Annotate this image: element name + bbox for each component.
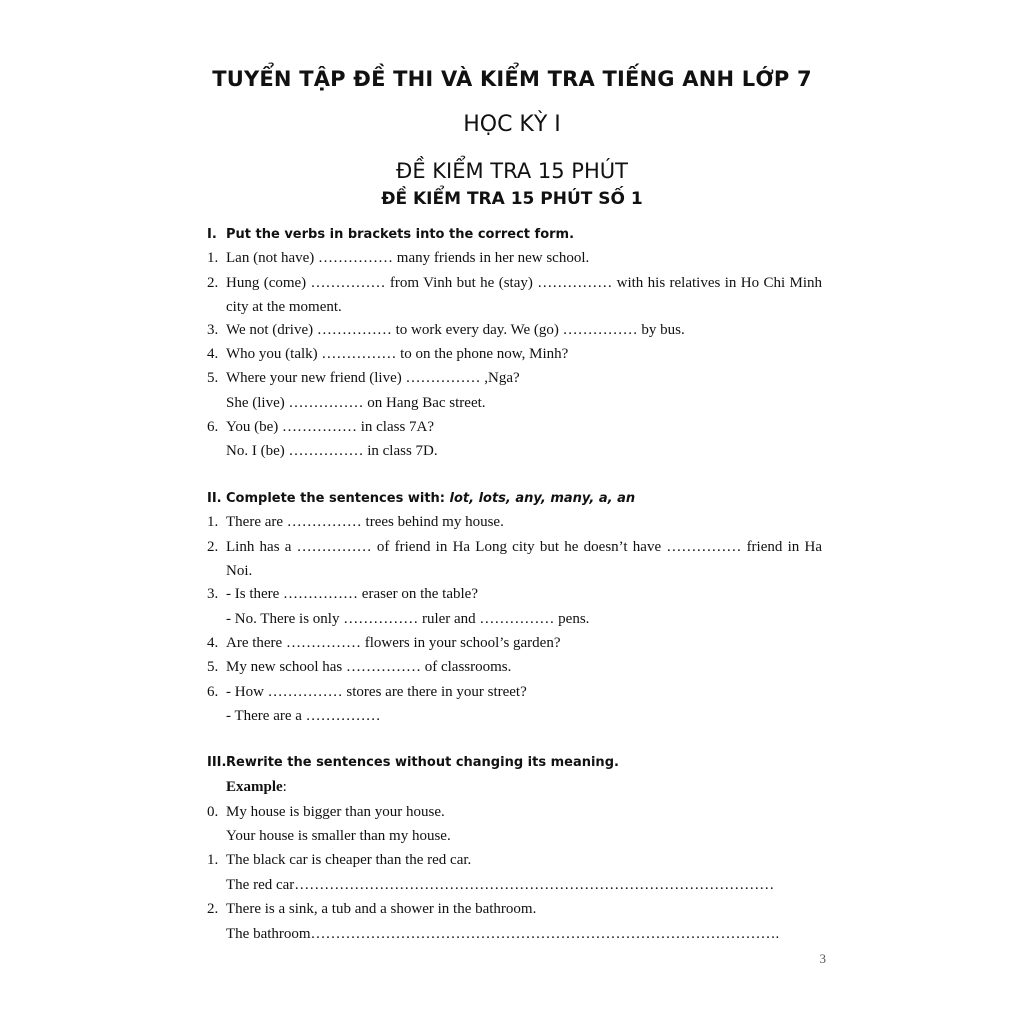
item-number: 1.	[207, 250, 219, 266]
item-text: The black car is cheaper than the red car.	[226, 852, 472, 868]
item-text: Are there …………… flowers in your school’s garden?	[226, 635, 561, 651]
item-text: - How …………… stores are there in your street?	[226, 684, 527, 700]
section-2-item-6-answer: - There are a ……………	[226, 708, 381, 724]
section-2-heading	[207, 489, 635, 509]
item-number: 6.	[207, 684, 219, 700]
section-2-number: II.	[207, 491, 222, 506]
item-text: There are …………… trees behind my house.	[226, 514, 504, 530]
section-2-item-4	[207, 631, 822, 655]
item-text: Where your new friend (live) …………… ,Nga?	[226, 370, 520, 386]
item-number: 1.	[207, 852, 219, 868]
section-2-instruction: Complete the sentences with:	[226, 491, 450, 506]
section-1-item-5	[207, 366, 822, 390]
section-3-item-0-answer: Your house is smaller than my house.	[226, 828, 451, 844]
section-1-instruction: Put the verbs in brackets into the correct form.	[226, 227, 575, 242]
item-number: 0.	[207, 804, 219, 820]
section-2-word-list: lot, lots, any, many, a, an	[449, 491, 636, 506]
item-number: 2.	[207, 539, 219, 555]
section-2-item-3	[207, 582, 822, 606]
section-3-item-1	[207, 848, 822, 872]
test-number-heading: ĐỀ KIỂM TRA 15 PHÚT SỐ 1	[381, 189, 643, 209]
example-label-text: Example	[226, 779, 283, 795]
section-3-item-2-answer-line: The bathroom………………………………………………………………………………….	[226, 926, 780, 942]
section-1-item-3	[207, 318, 822, 342]
item-number: 5.	[207, 659, 219, 675]
page-number: 3	[819, 951, 826, 966]
section-2-item-3-answer: - No. There is only …………… ruler and …………… pens.	[226, 611, 590, 627]
section-2-item-5	[207, 655, 822, 679]
item-number: 3.	[207, 322, 219, 338]
section-1-item-6-answer: No. I (be) …………… in class 7D.	[226, 443, 438, 459]
section-1-number: I.	[207, 227, 217, 242]
item-text: My new school has …………… of classrooms.	[226, 659, 512, 675]
item-text: Hung (come) …………… from Vinh but he (stay) …………… with his relatives in Ho Chi Minh city at the moment.	[226, 275, 822, 315]
section-3-heading	[207, 753, 619, 773]
item-text: You (be) …………… in class 7A?	[226, 419, 435, 435]
section-1-item-1	[207, 246, 822, 270]
example-label-colon: :	[282, 779, 287, 795]
item-text: Who you (talk) …………… to on the phone now, Minh?	[226, 346, 569, 362]
item-number: 3.	[207, 586, 219, 602]
item-number: 2.	[207, 901, 219, 917]
section-1-item-4	[207, 342, 822, 366]
item-text: - Is there …………… eraser on the table?	[226, 586, 478, 602]
item-number: 5.	[207, 370, 219, 386]
item-number: 4.	[207, 635, 219, 651]
section-3-item-0	[207, 800, 822, 824]
section-3-instruction: Rewrite the sentences without changing its meaning.	[226, 755, 619, 770]
item-text: There is a sink, a tub and a shower in the bathroom.	[226, 901, 537, 917]
section-2-item-1	[207, 510, 822, 534]
item-text: Linh has a …………… of friend in Ha Long city but he doesn’t have …………… friend in Ha Noi.	[226, 539, 822, 579]
section-3-item-2	[207, 897, 822, 921]
item-text: We not (drive) …………… to work every day. We (go) …………… by bus.	[226, 322, 685, 338]
section-3-item-1-answer-line: The red car……………………………………………………………………………………	[226, 877, 775, 893]
section-1-heading	[207, 225, 574, 245]
document-title: TUYỂN TẬP ĐỀ THI VÀ KIỂM TRA TIẾNG ANH LỚP 7	[212, 67, 812, 91]
section-3-number: III.	[207, 755, 227, 770]
section-1-item-5-answer: She (live) …………… on Hang Bac street.	[226, 395, 486, 411]
item-number: 1.	[207, 514, 219, 530]
section-1-item-2	[207, 271, 822, 319]
example-label	[226, 775, 287, 799]
item-text: Lan (not have) …………… many friends in her new school.	[226, 250, 590, 266]
semester-heading: HỌC KỲ I	[463, 112, 561, 137]
item-number: 6.	[207, 419, 219, 435]
item-number: 4.	[207, 346, 219, 362]
item-text: My house is bigger than your house.	[226, 804, 445, 820]
item-number: 2.	[207, 275, 219, 291]
section-1-item-6	[207, 415, 822, 439]
section-2-item-6	[207, 680, 822, 704]
test-type-heading: ĐỀ KIỂM TRA 15 PHÚT	[396, 159, 628, 183]
section-2-item-2	[207, 535, 822, 583]
